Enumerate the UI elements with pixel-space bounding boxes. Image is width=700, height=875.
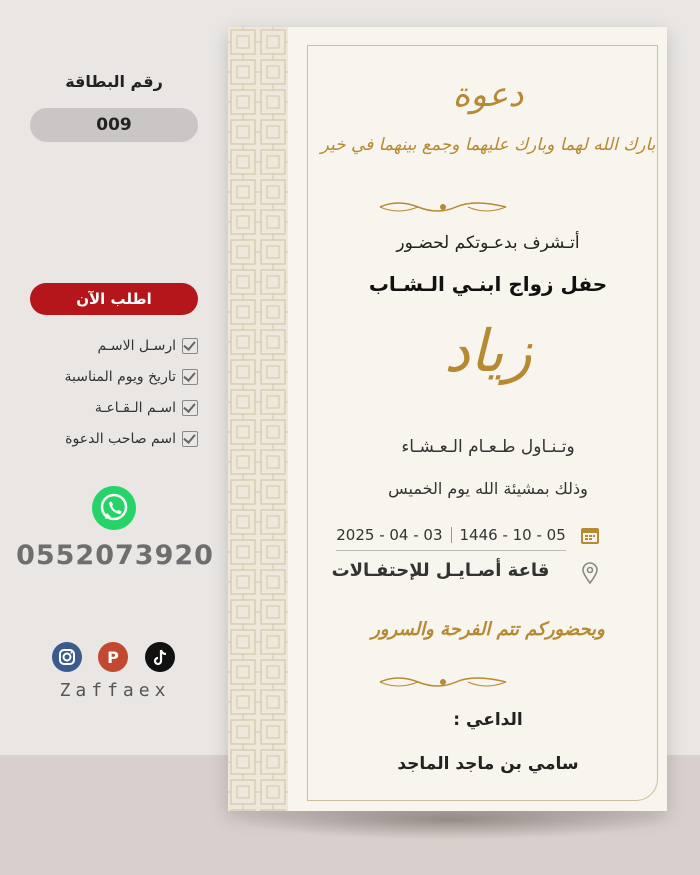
- whatsapp-icon[interactable]: [92, 486, 136, 530]
- instagram-icon[interactable]: [52, 642, 82, 672]
- dinner-text: وتـنـاول طـعـام الـعـشـاء: [401, 437, 575, 457]
- checkbox-icon: [182, 400, 198, 416]
- svg-text:P: P: [107, 648, 119, 667]
- checkbox-icon: [182, 431, 198, 447]
- card-number-badge: 009: [30, 108, 198, 142]
- host-name: سامي بن ماجد الماجد: [397, 754, 579, 774]
- ornament-divider: [378, 674, 508, 694]
- list-item: اسم صاحب الدعوة: [30, 423, 198, 454]
- tiktok-icon[interactable]: [145, 642, 175, 672]
- day-text: وذلك بمشيئة الله يوم الخميس: [388, 479, 588, 498]
- location-pin-icon: [581, 562, 599, 588]
- closing-calligraphy: وبحضوركم تتم الفرحة والسرور: [371, 619, 605, 640]
- date-separator: [451, 527, 452, 543]
- requirements-checklist: [30, 330, 198, 454]
- checkbox-icon: [182, 338, 198, 354]
- gregorian-date: 2025 - 04 - 03: [336, 526, 443, 544]
- venue-text: قاعة أصـايـل للإحتفـالات: [331, 560, 550, 581]
- card-number-label: رقم البطاقة: [65, 72, 163, 91]
- list-item: ارسـل الاسـم: [30, 330, 198, 361]
- invitation-card: [228, 27, 667, 811]
- list-item: اسـم الـقـاعـة: [30, 392, 198, 423]
- list-item: تاريخ ويوم المناسبة: [30, 361, 198, 392]
- blessing-calligraphy: بارك الله لهما وبارك عليهما وجمع بينهما في خير: [320, 135, 656, 155]
- hijri-date: 1446 - 10 - 05: [459, 526, 566, 544]
- ornament-divider: [378, 199, 508, 219]
- geometric-pattern-strip: [228, 27, 288, 811]
- invitation-title-calligraphy: دعوة: [452, 75, 524, 115]
- order-now-button[interactable]: اطلب الآن: [30, 283, 198, 315]
- intro-text: أتـشرف بدعـوتكم لحضـور: [396, 233, 580, 253]
- groom-name-calligraphy: زياد: [444, 317, 532, 385]
- divider-line: [336, 550, 566, 551]
- event-title: حفل زواج ابنـي الـشـاب: [368, 272, 608, 296]
- brand-name: Zaffaex: [59, 680, 171, 701]
- checkbox-icon: [182, 369, 198, 385]
- host-label: الداعي :: [453, 710, 523, 730]
- pinterest-icon[interactable]: [98, 642, 128, 672]
- date-line: [336, 524, 566, 546]
- phone-number[interactable]: 0552073920: [16, 540, 214, 571]
- calendar-icon: [580, 525, 600, 549]
